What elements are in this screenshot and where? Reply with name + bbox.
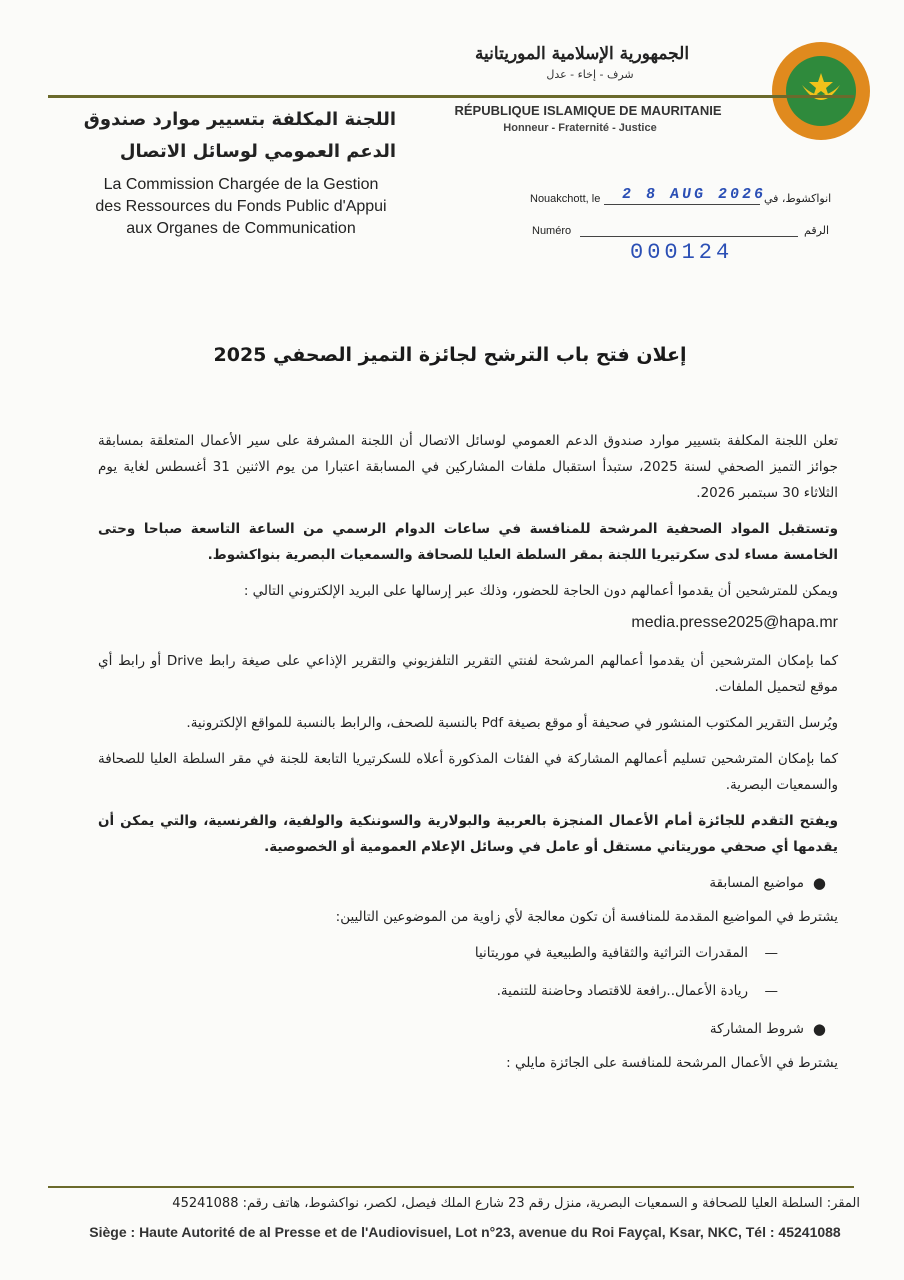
section-topics	[98, 870, 838, 896]
paragraph-2: وتستقبل المواد الصحفية المرشحة للمنافسة في ساعات الدوام الرسمي من الساعة التاسعة صباحا وحتى الخامسة مساء لدى سكرتيريا اللجنة بمقر السلطة العليا للصحافة والسمعيات البصرية بنواكشوط.	[98, 521, 838, 563]
paragraph-7: ويفتح التقدم للجائزة أمام الأعمال المنجزة بالعربية والبولارية والسوننكية والولفية، والفرنسية، والتي يمكن أن يقدمها أي صحفي موريتاني مستقل أو عامل في وسائل الإعلام العمومية أو الخصوصية.	[98, 813, 838, 855]
seal-emblem	[786, 56, 856, 126]
dash-icon: —	[764, 945, 778, 961]
paragraph-9: يشترط في الأعمال المرشحة للمنافسة على الجائزة مايلي :	[506, 1055, 838, 1071]
date-line	[604, 204, 760, 205]
topic-item-2-label: ريادة الأعمال..رافعة للاقتصاد وحاضنة للتنمية.	[496, 983, 748, 999]
submission-email: media.presse2025@hapa.mr	[631, 614, 838, 631]
bullet-icon: ●	[812, 1020, 826, 1038]
number-label-fr: Numéro	[532, 225, 572, 237]
commission-name-ar	[80, 104, 396, 168]
commission-name-fr-line3: aux Organes de Communication	[126, 220, 356, 237]
section-topics-label: مواضيع المسابقة	[709, 875, 804, 891]
number-label-ar: الرقم	[804, 224, 830, 237]
place-label-fr: Nouakchott, le	[530, 193, 601, 205]
commission-name-fr	[86, 174, 396, 240]
footer-divider	[48, 1186, 854, 1188]
place-label-ar: انواكشوط، في	[764, 192, 832, 205]
topic-item-1	[98, 940, 838, 966]
paragraph-3: ويمكن للمترشحين أن يقدموا أعمالهم دون الحاجة للحضور، وذلك عبر إرسالها على البريد الإلكتروني التالي :	[243, 583, 838, 599]
republic-name-fr: RÉPUBLIQUE ISLAMIQUE DE MAURITANIE	[454, 103, 722, 118]
footer-address-fr: Siège : Haute Autorité de al Presse et de l'Audiovisuel, Lot n°23, avenue du Roi Fayçal, Ksar, NKC, Tél : 45241088	[89, 1224, 841, 1240]
paragraph-5: ويُرسل التقرير المكتوب المنشور في صحيفة أو موقع بصيغة Pdf بالنسبة للصحف، والرابط بالنسبة للمواقع الإلكترونية.	[186, 715, 838, 731]
star-crescent-icon	[798, 71, 844, 111]
announcement-title: إعلان فتح باب الترشح لجائزة التميز الصحفي 2025	[213, 344, 687, 366]
reference-number-stamp: 000124	[630, 240, 734, 265]
commission-name-fr-line1: La Commission Chargée de la Gestion	[103, 176, 379, 193]
topic-item-1-label: المقدرات التراثية والثقافية والطبيعية في موريتانيا	[474, 945, 748, 961]
paragraph-6: كما بإمكان المترشحين تسليم أعمالهم المشاركة في الفئات المذكورة أعلاه للسكرتيريا التابعة للجنة في مقر السلطة العليا للصحافة والسمعيات البصرية.	[98, 751, 838, 793]
topic-item-2	[98, 978, 838, 1004]
commission-name-ar-line1: اللجنة المكلفة بتسيير موارد صندوق	[83, 109, 396, 130]
paragraph-1: تعلن اللجنة المكلفة بتسيير موارد صندوق الدعم العمومي لوسائل الاتصال أن اللجنة المشرفة على سير الأعمال المتعلقة بمسابقة جوائز التميز الصحفي لسنة 2025، ستبدأ استقبال ملفات المشاركين في المسابقة اعتبارا من يوم الاثنين 31 أغسطس لغاية يوم الثلاثاء 30 سبتمبر 2026.	[98, 433, 839, 501]
bullet-icon: ●	[812, 874, 826, 892]
paragraph-4: كما بإمكان المترشحين أن يقدموا أعمالهم المرشحة لفنتي التقرير التلفزيوني والتقرير الإذاعي على صيغة رابط Drive أو رابط أي موقع لتحميل الملفات.	[98, 653, 839, 695]
national-seal-icon	[772, 42, 870, 140]
section-conditions-label: شروط المشاركة	[709, 1021, 804, 1037]
republic-name-ar: الجمهورية الإسلامية الموريتانية	[474, 44, 690, 64]
commission-name-fr-line2: des Ressources du Fonds Public d'Appui	[95, 198, 387, 215]
dash-icon: —	[764, 983, 778, 999]
announcement-body	[98, 428, 838, 1086]
section-conditions	[98, 1016, 838, 1042]
motto-fr: Honneur - Fraternité - Justice	[503, 122, 657, 134]
paragraph-8: يشترط في المواضيع المقدمة للمنافسة أن تكون معالجة لأي زاوية من الموضوعين التاليين:	[335, 909, 838, 925]
motto-ar: شرف - إخاء - عدل	[546, 68, 634, 81]
header-divider	[48, 95, 854, 98]
commission-name-ar-line2: الدعم العمومي لوسائل الاتصال	[119, 141, 396, 162]
date-stamp: 2 8 AUG 2026	[620, 186, 768, 203]
footer-address-ar: المقر: السلطة العليا للصحافة و السمعيات البصرية، منزل رقم 23 شارع الملك فيصل، لكصر، نواكشوط، هاتف رقم: 45241088	[172, 1196, 860, 1211]
number-line	[580, 236, 798, 237]
